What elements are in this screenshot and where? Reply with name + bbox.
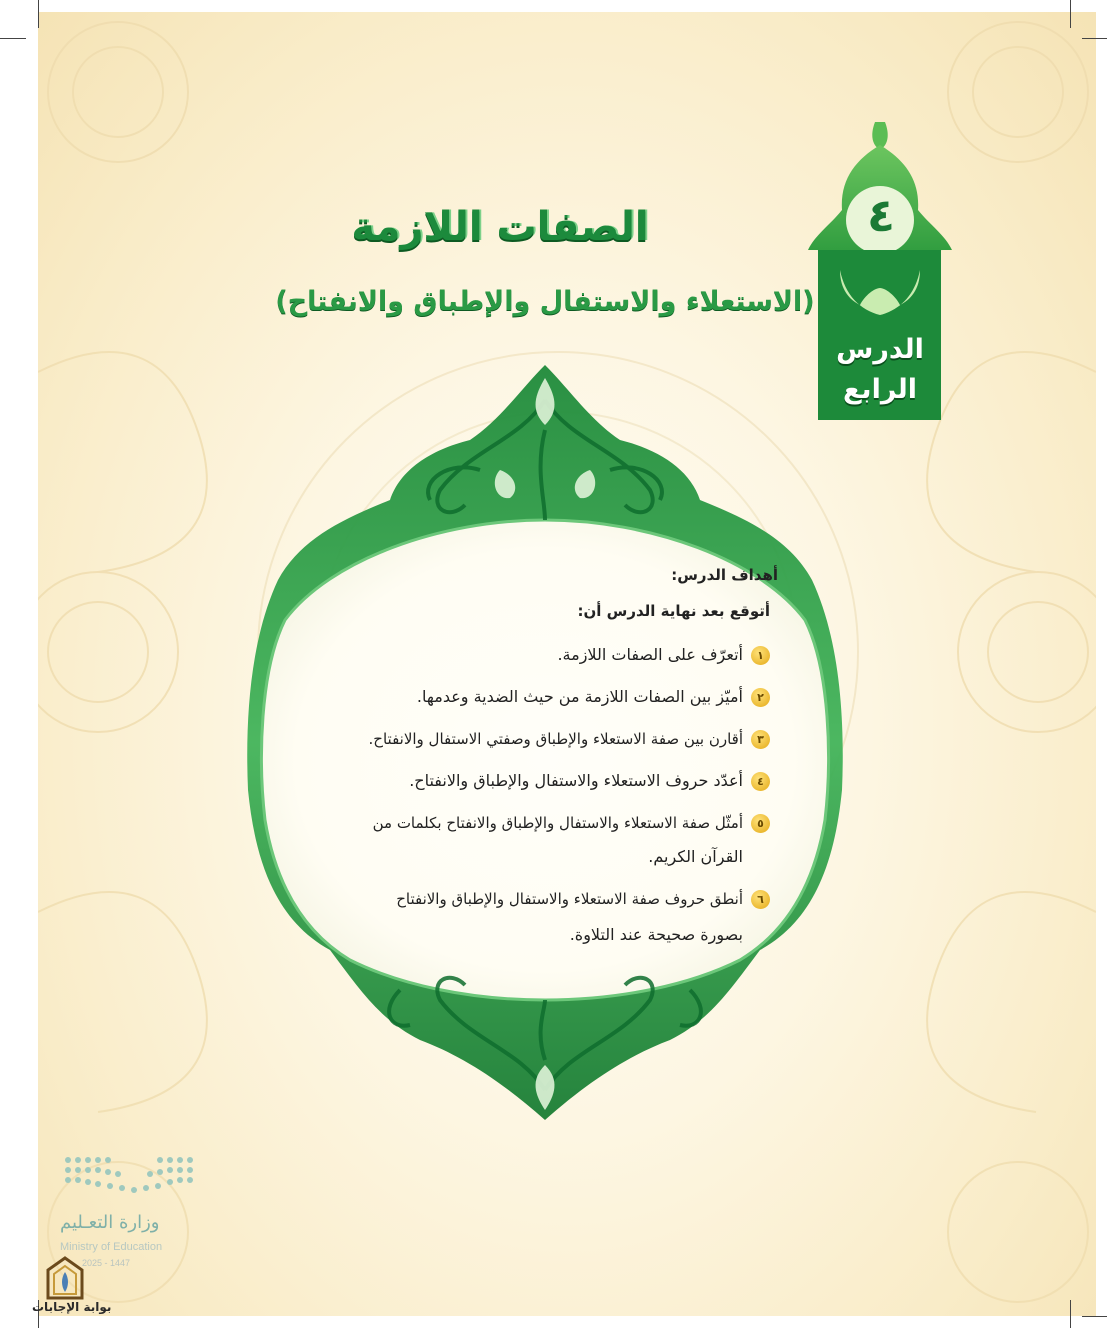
goal-number-bubble: ٣ [751,730,770,749]
goal-text-continued: بصورة صحيحة عند التلاوة. [569,925,743,944]
site-logo-text: بوابة الإجابات [32,1300,112,1314]
page-title: الصفات اللازمة [351,204,649,250]
site-logo-icon [44,1256,86,1300]
goal-text: أعدّد حروف الاستعلاء والاستفال والإطباق والانفتاح. [409,771,743,790]
lesson-label-line2: الرابع [842,374,918,405]
goal-number-bubble: ٥ [751,814,770,833]
ministry-name-english: Ministry of Education [60,1241,163,1253]
lesson-label-line1: الدرس [836,334,924,365]
goal-text: أتعرّف على الصفات اللازمة. [557,645,743,664]
goal-text: أقارن بين صفة الاستعلاء والإطباق وصفتي الاستفال والانفتاح. [368,730,743,748]
goal-text-continued: القرآن الكريم. [648,847,743,866]
goals-heading: أهداف الدرس: [671,566,778,584]
goal-number-bubble: ٦ [751,890,770,909]
goal-text: أنطق حروف صفة الاستعلاء والاستفال والإطباق والانفتاح [396,890,743,908]
lesson-number: ٤ [866,188,896,242]
ministry-year: 2025 - 1447 [82,1258,131,1268]
goal-number-bubble: ١ [751,646,770,665]
goal-number-bubble: ٢ [751,688,770,707]
goal-text: أميّز بين الصفات اللازمة من حيث الضدية وعدمها. [416,687,743,706]
ministry-name-arabic: وزارة التعـليم [60,1212,160,1233]
goal-text: أمثّل صفة الاستعلاء والاستفال والإطباق والانفتاح بكلمات من [372,814,743,832]
goal-number-bubble: ٤ [751,772,770,791]
goals-intro: أتوقع بعد نهاية الدرس أن: [577,602,770,620]
page-subtitle: (الاستعلاء والاستفال والإطباق والانفتاح) [275,286,815,317]
